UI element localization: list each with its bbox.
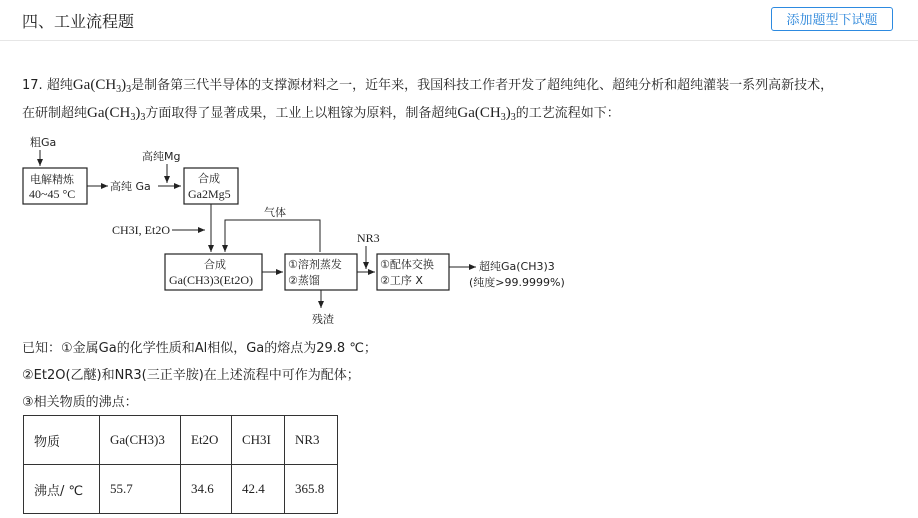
- known-line-1: 已知：①金属Ga的化学性质和Al相似，Ga的熔点为29.8 ℃；: [22, 341, 377, 356]
- table-cell: 34.6: [181, 465, 232, 514]
- process-flow-diagram: [20, 128, 620, 333]
- raw-ga-label: 粗Ga: [30, 136, 57, 149]
- box3-formula: Ga(CH3)3(Et2O): [169, 273, 253, 287]
- question-text: 的工艺流程如下：: [515, 106, 620, 121]
- section-header: [0, 0, 918, 41]
- box2-formula: Ga2Mg5: [188, 187, 231, 201]
- gas-label: 气体: [264, 206, 286, 219]
- formula-gach3: $Ga(CH_3)_3$: [72, 77, 132, 95]
- question-text: 超纯: [46, 78, 73, 93]
- box1-label: 电解精炼: [30, 173, 74, 186]
- box4-line1: ①溶剂蒸发: [288, 258, 342, 271]
- column-header: Et2O: [181, 416, 232, 465]
- question-text: 在研制超纯: [22, 106, 88, 121]
- section-title: 四、工业流程题: [22, 12, 135, 31]
- boiling-point-table: [23, 415, 338, 514]
- reagents-label: CH3I, Et2O: [112, 223, 170, 237]
- question-text: 方面取得了显著成果，工业上以粗镓为原料，制备超纯: [145, 106, 458, 121]
- table-cell: 42.4: [232, 465, 285, 514]
- table-cell: 365.8: [285, 465, 338, 514]
- question-number: 17.: [22, 78, 43, 93]
- column-header: CH3I: [232, 416, 285, 465]
- nr3-label: NR3: [357, 231, 380, 245]
- column-header: Ga(CH3)3: [100, 416, 181, 465]
- known-line-2: ②Et2O(乙醚)和NR3(三正辛胺)在上述流程中可作为配体；: [22, 368, 360, 383]
- row-header: 物质: [24, 416, 100, 465]
- product-purity: (纯度>99.9999%): [469, 276, 565, 289]
- gas-recycle-arrow: [225, 220, 320, 252]
- question-text: 是制备第三代半导体的支撑源材料之一，近年来，我国科技工作者开发了超纯纯化、超纯分析和超纯灌装一系列高新技术，: [131, 78, 834, 93]
- add-question-button[interactable]: 添加题型下试题: [771, 7, 893, 31]
- table-cell: 55.7: [100, 465, 181, 514]
- row-header: 沸点/ ℃: [24, 465, 100, 514]
- box3-label: 合成: [204, 258, 226, 271]
- question-line-2: [22, 102, 620, 123]
- table-row: [24, 416, 338, 465]
- question-line-1: [22, 74, 833, 95]
- formula-gach3: $Ga(CH_3)_3$: [87, 105, 146, 123]
- product-label: 超纯Ga(CH3)3: [479, 260, 555, 273]
- box4-line2: ②蒸馏: [288, 274, 320, 287]
- box2-label: 合成: [198, 172, 220, 185]
- column-header: NR3: [285, 416, 338, 465]
- residue-label: 残渣: [312, 313, 334, 326]
- known-line-3: ③相关物质的沸点：: [22, 395, 138, 410]
- box5-line1: ①配体交换: [380, 258, 434, 271]
- high-pure-mg-label: 高纯Mg: [142, 150, 181, 163]
- box1-temp: 40~45 °C: [29, 187, 76, 201]
- table-row: [24, 465, 338, 514]
- high-pure-ga-label: 高纯 Ga: [110, 180, 151, 193]
- formula-gach3: $Ga(CH_3)_3$: [457, 105, 516, 123]
- box5-line2: ②工序 X: [380, 274, 423, 287]
